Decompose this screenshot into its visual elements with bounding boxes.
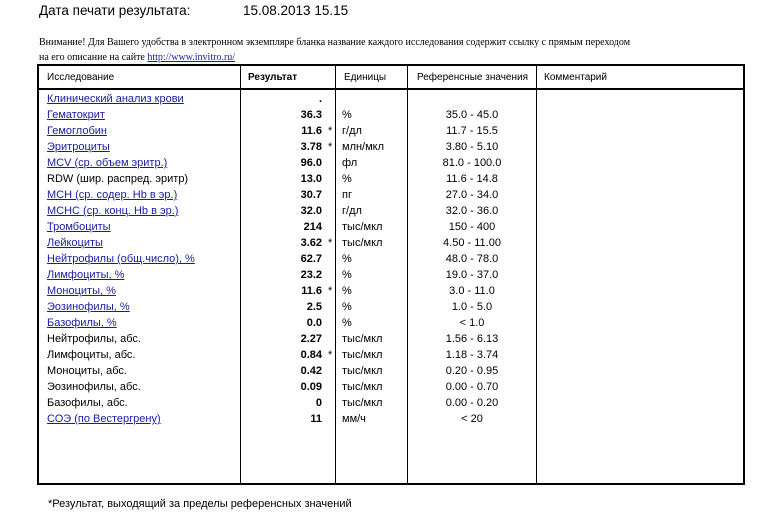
test-name: Лимфоциты, абс. (47, 349, 136, 361)
reference-range: 3.80 - 5.10 (445, 141, 499, 153)
table-row (39, 187, 743, 203)
result-value: 3.62 (300, 237, 322, 249)
test-name[interactable]: Гемоглобин (47, 125, 107, 137)
test-name[interactable]: MCH (ср. содер. Hb в эр.) (47, 189, 178, 201)
out-of-range-flag: * (328, 285, 333, 297)
result-value: 3.78 (300, 141, 322, 153)
column-header-result: Результат (248, 72, 298, 83)
reference-range: 81.0 - 100.0 (442, 157, 502, 169)
unit-value: % (342, 109, 352, 121)
result-value: 2.5 (306, 301, 322, 313)
result-value: 62.7 (300, 253, 322, 265)
table-row (39, 395, 743, 411)
results-table (37, 64, 745, 485)
result-value: 214 (303, 221, 322, 233)
table-row (39, 155, 743, 171)
table-row (39, 235, 743, 251)
test-name[interactable]: Тромбоциты (47, 221, 111, 233)
reference-range: 1.0 - 5.0 (451, 301, 493, 313)
footnote: *Результат, выходящий за пределы референсных значений (48, 498, 352, 510)
result-value: 30.7 (300, 189, 322, 201)
unit-value: % (342, 269, 352, 281)
result-value: 32.0 (300, 205, 322, 217)
unit-value: тыс/мкл (342, 365, 383, 377)
column-header-test: Исследование (47, 72, 115, 83)
result-value: 11.6 (301, 125, 322, 137)
reference-range: 27.0 - 34.0 (445, 189, 499, 201)
reference-range: 35.0 - 45.0 (445, 109, 499, 121)
unit-value: тыс/мкл (342, 237, 383, 249)
reference-range: 1.56 - 6.13 (445, 333, 499, 345)
out-of-range-flag: * (328, 349, 333, 361)
table-row (39, 363, 743, 379)
table-row (39, 299, 743, 315)
unit-value: тыс/мкл (342, 349, 383, 361)
table-row (39, 203, 743, 219)
table-row (39, 107, 743, 123)
reference-range: < 20 (461, 413, 483, 425)
reference-range: 11.6 - 14.8 (446, 173, 498, 185)
invitro-site-link[interactable]: http://www.invitro.ru/ (147, 52, 236, 63)
reference-range: 4.50 - 11.00 (443, 237, 501, 249)
unit-value: % (342, 301, 352, 313)
reference-range: 150 - 400 (448, 221, 496, 233)
table-row (39, 331, 743, 347)
notice-line-2 (39, 52, 235, 63)
unit-value: г/дл (342, 205, 362, 217)
reference-range: 0.20 - 0.95 (445, 365, 499, 377)
test-name[interactable]: Лимфоциты, % (47, 269, 125, 281)
result-value: 13.0 (300, 173, 322, 185)
unit-value: фл (342, 157, 358, 169)
result-value: 0.84 (300, 349, 322, 361)
column-header-comment: Комментарий (544, 72, 607, 83)
test-name: RDW (шир. распред. эритр) (47, 173, 189, 185)
result-value: 0.42 (300, 365, 322, 377)
test-name[interactable]: СОЭ (по Вестергрену) (47, 413, 161, 425)
reference-range: 3.0 - 11.0 (449, 285, 495, 297)
reference-range: 48.0 - 78.0 (445, 253, 499, 265)
table-row (39, 91, 743, 107)
results-rows (39, 91, 743, 427)
result-value: 96.0 (300, 157, 322, 169)
result-value: 0 (315, 397, 322, 409)
result-value: 2.27 (300, 333, 322, 345)
result-value: 0.09 (300, 381, 322, 393)
test-name[interactable]: Базофилы, % (47, 317, 117, 329)
table-row (39, 251, 743, 267)
test-name[interactable]: Эритроциты (47, 141, 110, 153)
test-name[interactable]: MCHC (ср. конц. Hb в эр.) (47, 205, 179, 217)
table-row (39, 219, 743, 235)
out-of-range-flag: * (328, 237, 333, 249)
unit-value: % (342, 285, 352, 297)
test-name[interactable]: Гематокрит (47, 109, 105, 121)
reference-range: 0.00 - 0.70 (445, 381, 499, 393)
header-divider (39, 88, 743, 90)
reference-range: 0.00 - 0.20 (445, 397, 499, 409)
unit-value: % (342, 317, 352, 329)
result-value: 0.0 (306, 317, 322, 329)
out-of-range-flag: * (328, 125, 333, 137)
result-value: 23.2 (300, 269, 322, 281)
table-row (39, 139, 743, 155)
table-row (39, 267, 743, 283)
unit-value: % (342, 253, 352, 265)
test-name[interactable]: Моноциты, % (47, 285, 116, 297)
unit-value: тыс/мкл (342, 333, 383, 345)
unit-value: тыс/мкл (342, 397, 383, 409)
notice-line-2-text: на его описание на сайте (39, 52, 148, 63)
column-header-reference: Референсные значения (417, 72, 529, 83)
reference-range: 19.0 - 37.0 (445, 269, 499, 281)
unit-value: мм/ч (342, 413, 366, 425)
reference-range: 32.0 - 36.0 (445, 205, 499, 217)
table-row (39, 379, 743, 395)
unit-value: % (342, 173, 352, 185)
print-date-value: 15.08.2013 15.15 (243, 3, 349, 18)
test-name: Эозинофилы, абс. (47, 381, 141, 393)
unit-value: пг (342, 189, 352, 201)
test-name: Моноциты, абс. (47, 365, 127, 377)
unit-value: тыс/мкл (342, 381, 383, 393)
table-row (39, 411, 743, 427)
test-name: Нейтрофилы, абс. (47, 333, 141, 345)
test-name[interactable]: MCV (ср. объем эритр.) (47, 157, 168, 169)
unit-value: г/дл (342, 125, 362, 137)
table-row (39, 171, 743, 187)
result-value: 11 (310, 413, 322, 425)
table-row (39, 347, 743, 363)
test-name[interactable]: Эозинофилы, % (47, 301, 130, 313)
column-header-units: Единицы (344, 72, 387, 83)
test-name[interactable]: Клинический анализ крови (47, 93, 184, 105)
unit-value: тыс/мкл (342, 221, 383, 233)
reference-range: 11.7 - 15.5 (446, 125, 498, 137)
result-value: 36.3 (300, 109, 322, 121)
unit-value: млн/мкл (342, 141, 385, 153)
test-name[interactable]: Нейтрофилы (общ.число), % (47, 253, 195, 265)
out-of-range-flag: * (328, 141, 333, 153)
table-row (39, 315, 743, 331)
test-name: Базофилы, абс. (47, 397, 128, 409)
result-value: . (318, 93, 322, 105)
reference-range: 1.18 - 3.74 (445, 349, 499, 361)
reference-range: < 1.0 (459, 317, 485, 329)
test-name[interactable]: Лейкоциты (47, 237, 103, 249)
result-value: 11.6 (301, 285, 322, 297)
table-row (39, 283, 743, 299)
notice-line-1: Внимание! Для Вашего удобства в электронном экземпляре бланка название каждого исследования содержит ссылку с прямым переходом (39, 37, 631, 48)
table-row (39, 123, 743, 139)
print-date-label: Дата печати результата: (39, 3, 191, 18)
